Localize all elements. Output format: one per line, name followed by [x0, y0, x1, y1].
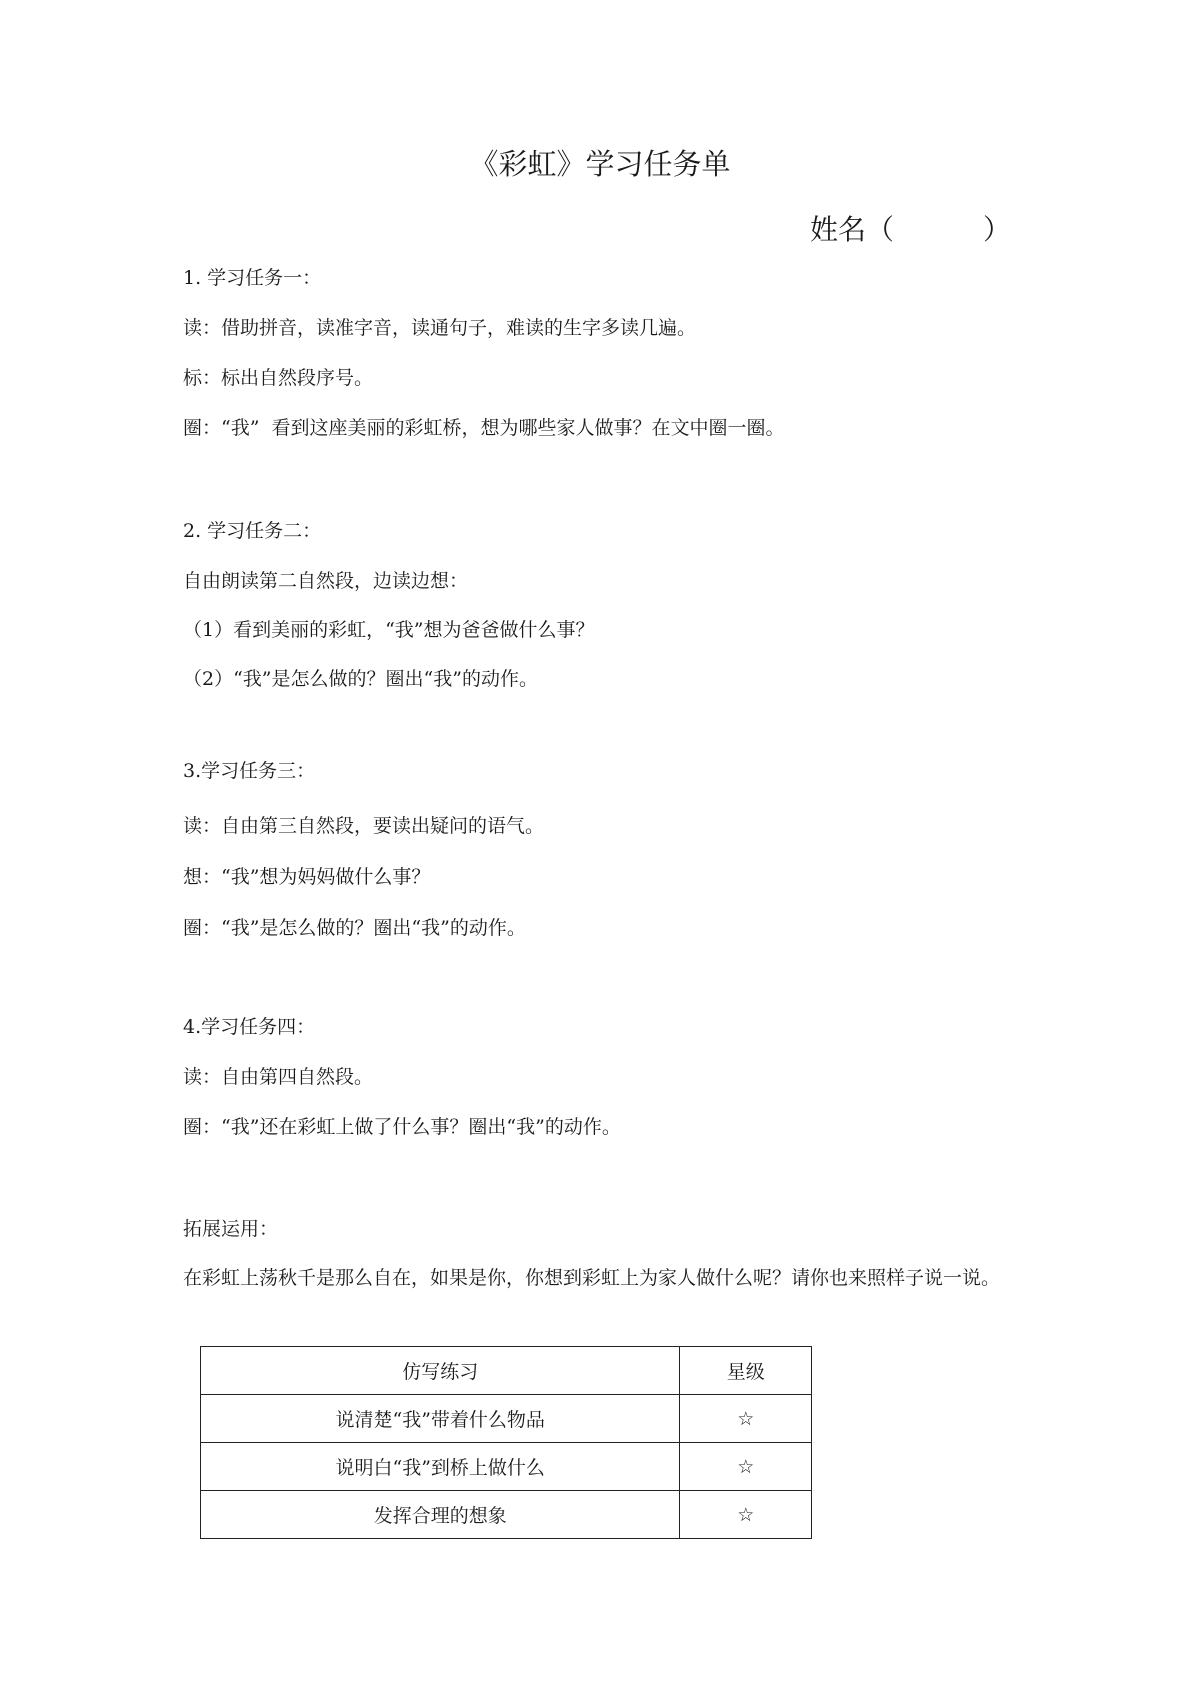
table-row [201, 1491, 812, 1539]
task4-read: 读：自由第四自然段。 [183, 1066, 374, 1088]
task2-question-2: （2）“我”是怎么做的？圈出“我”的动作。 [183, 668, 538, 690]
practice-table [200, 1346, 812, 1539]
table-cell-item: 说明白“我”到桥上做什么 [201, 1443, 680, 1491]
task3-think: 想：“我”想为妈妈做什么事？ [183, 866, 431, 888]
task4-circle: 圈：“我”还在彩虹上做了什么事？圈出“我”的动作。 [183, 1116, 621, 1138]
task2-intro: 自由朗读第二自然段，边读边想： [183, 570, 469, 592]
task2-question-1: （1）看到美丽的彩虹，“我”想为爸爸做什么事？ [183, 619, 595, 641]
task1-heading: 1. 学习任务一： [183, 267, 322, 289]
task1-read: 读：借助拼音，读准字音，读通句子，难读的生字多读几遍。 [183, 317, 697, 339]
name-field: 姓名（ ） [810, 213, 1012, 246]
star-rating: ☆ [680, 1395, 812, 1443]
task3-circle: 圈：“我”是怎么做的？圈出“我”的动作。 [183, 917, 526, 939]
task1-mark: 标：标出自然段序号。 [183, 367, 374, 389]
table-row [201, 1395, 812, 1443]
table-header-exercise: 仿写练习 [201, 1347, 680, 1395]
star-rating: ☆ [680, 1491, 812, 1539]
table-row [201, 1443, 812, 1491]
table-cell-item: 说清楚“我”带着什么物品 [201, 1395, 680, 1443]
task3-read: 读：自由第三自然段，要读出疑问的语气。 [183, 815, 545, 837]
task2-heading: 2. 学习任务二： [183, 520, 322, 542]
table-cell-item: 发挥合理的想象 [201, 1491, 680, 1539]
extension-heading: 拓展运用： [183, 1218, 279, 1240]
document-title: 《彩虹》学习任务单 [469, 147, 731, 181]
extension-text: 在彩虹上荡秋千是那么自在，如果是你，你想到彩虹上为家人做什么呢？请你也来照样子说一说。 [183, 1267, 1001, 1289]
task3-heading: 3.学习任务三： [183, 760, 316, 782]
task4-heading: 4.学习任务四： [183, 1016, 316, 1038]
table-header-row [201, 1347, 812, 1395]
table-header-rating: 星级 [680, 1347, 812, 1395]
star-rating: ☆ [680, 1443, 812, 1491]
task1-circle: 圈：“我” 看到这座美丽的彩虹桥，想为哪些家人做事？在文中圈一圈。 [183, 417, 785, 439]
